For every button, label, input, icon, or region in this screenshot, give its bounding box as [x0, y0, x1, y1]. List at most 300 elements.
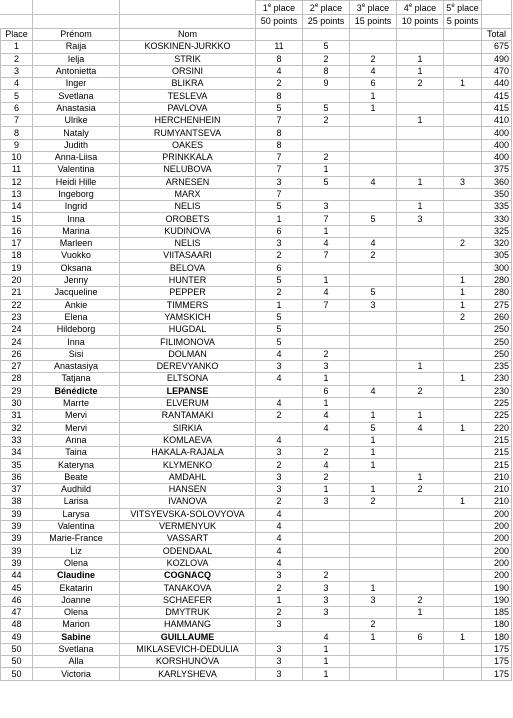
cell-place1-count: 4: [256, 520, 303, 532]
column-header-lastname: Nom: [120, 29, 256, 41]
cell-firstname: Inger: [33, 78, 120, 90]
cell-place4-count: [397, 262, 444, 274]
cell-place4-count: [397, 434, 444, 446]
cell-place1-count: 3: [256, 176, 303, 188]
header-points-2: 25 points: [303, 15, 350, 29]
cell-place3-count: 1: [350, 631, 397, 643]
cell-total: 250: [482, 348, 512, 360]
cell-total: 470: [482, 65, 512, 77]
cell-place: 39: [1, 520, 33, 532]
cell-place3-count: [350, 324, 397, 336]
cell-lastname: KOMLAEVA: [120, 434, 256, 446]
cell-place1-count: 2: [256, 496, 303, 508]
cell-place3-count: 6: [350, 78, 397, 90]
cell-place4-count: 4: [397, 422, 444, 434]
cell-lastname: KOSKINEN-JURKKO: [120, 41, 256, 53]
cell-place4-count: 1: [397, 115, 444, 127]
table-row: [1, 447, 512, 459]
cell-place2-count: [303, 311, 350, 323]
cell-lastname: ARNESEN: [120, 176, 256, 188]
cell-place4-count: 1: [397, 471, 444, 483]
cell-place5-count: [444, 434, 482, 446]
cell-place1-count: 2: [256, 78, 303, 90]
cell-place5-count: [444, 250, 482, 262]
cell-place2-count: [303, 545, 350, 557]
cell-place4-count: [397, 557, 444, 569]
table-row: [1, 225, 512, 237]
cell-place2-count: 2: [303, 471, 350, 483]
cell-place: 36: [1, 471, 33, 483]
cell-place3-count: 3: [350, 594, 397, 606]
cell-place2-count: [303, 520, 350, 532]
cell-total: 210: [482, 496, 512, 508]
cell-place2-count: [303, 127, 350, 139]
table-row: [1, 65, 512, 77]
cell-place3-count: [350, 127, 397, 139]
cell-lastname: NELUBOVA: [120, 164, 256, 176]
cell-place4-count: 1: [397, 410, 444, 422]
cell-lastname: NELIS: [120, 201, 256, 213]
header-row-places: [1, 1, 512, 15]
cell-place2-count: [303, 139, 350, 151]
cell-total: 440: [482, 78, 512, 90]
cell-place3-count: [350, 274, 397, 286]
cell-lastname: DMYTRUK: [120, 606, 256, 618]
cell-place: 2: [1, 53, 33, 65]
cell-place4-count: [397, 348, 444, 360]
table-row: [1, 250, 512, 262]
table-row: [1, 238, 512, 250]
cell-lastname: BLIKRA: [120, 78, 256, 90]
cell-lastname: ODENDAAL: [120, 545, 256, 557]
table-row: [1, 164, 512, 176]
table-row: [1, 176, 512, 188]
cell-lastname: RANTAMAKI: [120, 410, 256, 422]
column-header-empty: [303, 29, 350, 41]
cell-place4-count: [397, 643, 444, 655]
cell-lastname: OAKES: [120, 139, 256, 151]
cell-total: 200: [482, 545, 512, 557]
header-place-label: 1e place: [262, 3, 296, 13]
cell-place4-count: [397, 397, 444, 409]
cell-total: 200: [482, 508, 512, 520]
cell-firstname: Taina: [33, 447, 120, 459]
cell-place1-count: 5: [256, 274, 303, 286]
cell-place1-count: 7: [256, 188, 303, 200]
header-blank: [482, 15, 512, 29]
cell-lastname: VITSYEVSKA-SOLOVYOVA: [120, 508, 256, 520]
cell-place: 18: [1, 250, 33, 262]
cell-place5-count: 1: [444, 274, 482, 286]
cell-place: 39: [1, 508, 33, 520]
table-row: [1, 459, 512, 471]
cell-place1-count: 6: [256, 225, 303, 237]
cell-place1-count: 7: [256, 115, 303, 127]
cell-place5-count: [444, 336, 482, 348]
cell-lastname: ELVERUM: [120, 397, 256, 409]
cell-place3-count: [350, 201, 397, 213]
cell-total: 215: [482, 434, 512, 446]
cell-place2-count: 2: [303, 348, 350, 360]
cell-place4-count: [397, 582, 444, 594]
cell-place5-count: [444, 102, 482, 114]
cell-place5-count: [444, 213, 482, 225]
table-row: [1, 483, 512, 495]
cell-place: 8: [1, 127, 33, 139]
cell-place3-count: 1: [350, 447, 397, 459]
cell-place: 14: [1, 201, 33, 213]
cell-lastname: PEPPER: [120, 287, 256, 299]
cell-place2-count: [303, 557, 350, 569]
cell-firstname: Mervi: [33, 422, 120, 434]
cell-place1-count: 8: [256, 90, 303, 102]
cell-place3-count: [350, 668, 397, 680]
cell-lastname: ELTSONA: [120, 373, 256, 385]
cell-total: 175: [482, 656, 512, 668]
cell-total: 335: [482, 201, 512, 213]
cell-place1-count: 5: [256, 102, 303, 114]
table-row: [1, 361, 512, 373]
cell-place3-count: [350, 311, 397, 323]
header-place-3: [350, 1, 397, 15]
cell-place5-count: [444, 520, 482, 532]
cell-place3-count: [350, 545, 397, 557]
table-row: [1, 410, 512, 422]
cell-place4-count: [397, 668, 444, 680]
cell-place3-count: [350, 139, 397, 151]
cell-firstname: Hildeborg: [33, 324, 120, 336]
cell-firstname: Anna: [33, 434, 120, 446]
cell-place3-count: [350, 361, 397, 373]
cell-place3-count: [350, 570, 397, 582]
cell-place3-count: 2: [350, 250, 397, 262]
cell-firstname: Jacqueline: [33, 287, 120, 299]
cell-place4-count: [397, 311, 444, 323]
cell-place3-count: [350, 533, 397, 545]
cell-place1-count: 2: [256, 582, 303, 594]
cell-place5-count: [444, 545, 482, 557]
cell-place4-count: [397, 619, 444, 631]
table-row: [1, 336, 512, 348]
cell-place3-count: [350, 41, 397, 53]
cell-place3-count: 1: [350, 434, 397, 446]
cell-place1-count: 11: [256, 41, 303, 53]
cell-lastname: OROBETS: [120, 213, 256, 225]
cell-lastname: AMDAHL: [120, 471, 256, 483]
cell-firstname: Valentina: [33, 164, 120, 176]
cell-place2-count: 3: [303, 594, 350, 606]
cell-place5-count: [444, 164, 482, 176]
cell-lastname: KARLYSHEVA: [120, 668, 256, 680]
cell-place1-count: 8: [256, 127, 303, 139]
cell-place: 11: [1, 164, 33, 176]
cell-firstname: Ekatarin: [33, 582, 120, 594]
cell-place2-count: 2: [303, 151, 350, 163]
cell-place3-count: 1: [350, 90, 397, 102]
table-row: [1, 348, 512, 360]
table-row: [1, 139, 512, 151]
cell-place4-count: [397, 336, 444, 348]
cell-place3-count: 3: [350, 299, 397, 311]
cell-total: 220: [482, 422, 512, 434]
cell-place4-count: 1: [397, 606, 444, 618]
cell-place1-count: 4: [256, 348, 303, 360]
cell-place4-count: [397, 127, 444, 139]
cell-total: 200: [482, 570, 512, 582]
cell-total: 415: [482, 90, 512, 102]
cell-place2-count: [303, 434, 350, 446]
cell-firstname: Olena: [33, 557, 120, 569]
cell-total: 250: [482, 336, 512, 348]
cell-place5-count: [444, 348, 482, 360]
cell-place4-count: [397, 373, 444, 385]
ordinal-superscript: e: [267, 3, 272, 9]
cell-place2-count: 2: [303, 115, 350, 127]
table-row: [1, 545, 512, 557]
cell-lastname: TIMMERS: [120, 299, 256, 311]
cell-firstname: Marie-France: [33, 533, 120, 545]
cell-firstname: Vuokko: [33, 250, 120, 262]
cell-firstname: Anna-Liisa: [33, 151, 120, 163]
cell-place5-count: [444, 447, 482, 459]
cell-place1-count: 3: [256, 643, 303, 655]
cell-place4-count: 2: [397, 594, 444, 606]
cell-place4-count: [397, 324, 444, 336]
cell-place5-count: [444, 115, 482, 127]
cell-lastname: HANSEN: [120, 483, 256, 495]
cell-place3-count: 4: [350, 238, 397, 250]
table-row: [1, 213, 512, 225]
cell-firstname: Inna: [33, 213, 120, 225]
cell-place1-count: 3: [256, 238, 303, 250]
table-row: [1, 619, 512, 631]
cell-place5-count: [444, 471, 482, 483]
table-row: [1, 115, 512, 127]
cell-place3-count: [350, 643, 397, 655]
cell-place5-count: [444, 397, 482, 409]
cell-place: 21: [1, 287, 33, 299]
cell-place3-count: [350, 656, 397, 668]
cell-lastname: HAKALA-RAJALA: [120, 447, 256, 459]
table-row: [1, 397, 512, 409]
cell-place3-count: 1: [350, 410, 397, 422]
table-row: [1, 471, 512, 483]
cell-total: 200: [482, 557, 512, 569]
cell-lastname: NELIS: [120, 238, 256, 250]
cell-place3-count: 1: [350, 102, 397, 114]
table-row: [1, 151, 512, 163]
cell-place2-count: 4: [303, 459, 350, 471]
cell-place: 12: [1, 176, 33, 188]
cell-place: 35: [1, 459, 33, 471]
cell-place2-count: 7: [303, 213, 350, 225]
cell-place4-count: 1: [397, 53, 444, 65]
cell-place2-count: 1: [303, 274, 350, 286]
cell-place5-count: 1: [444, 373, 482, 385]
cell-lastname: HUGDAL: [120, 324, 256, 336]
table-row: [1, 41, 512, 53]
header-blank: [482, 1, 512, 15]
table-row: [1, 274, 512, 286]
cell-lastname: VIITASAARI: [120, 250, 256, 262]
cell-place2-count: 9: [303, 78, 350, 90]
cell-firstname: Judith: [33, 139, 120, 151]
cell-place3-count: 5: [350, 287, 397, 299]
cell-place2-count: 2: [303, 53, 350, 65]
cell-lastname: KUDINOVA: [120, 225, 256, 237]
table-row: [1, 434, 512, 446]
cell-total: 490: [482, 53, 512, 65]
cell-place4-count: [397, 274, 444, 286]
cell-place: 31: [1, 410, 33, 422]
cell-firstname: Svetlana: [33, 90, 120, 102]
cell-place: 44: [1, 570, 33, 582]
table-row: [1, 422, 512, 434]
cell-place1-count: 6: [256, 262, 303, 274]
cell-place: 48: [1, 619, 33, 631]
cell-firstname: Nataly: [33, 127, 120, 139]
cell-place3-count: 4: [350, 176, 397, 188]
cell-total: 235: [482, 361, 512, 373]
header-place-label: 5e place: [446, 3, 479, 13]
ordinal-superscript: e: [314, 3, 319, 9]
cell-total: 180: [482, 619, 512, 631]
cell-place5-count: 1: [444, 78, 482, 90]
cell-place5-count: [444, 188, 482, 200]
cell-firstname: Larysa: [33, 508, 120, 520]
cell-lastname: DOLMAN: [120, 348, 256, 360]
cell-place2-count: 1: [303, 225, 350, 237]
cell-lastname: BELOVA: [120, 262, 256, 274]
column-header-empty: [350, 29, 397, 41]
cell-place5-count: [444, 668, 482, 680]
cell-total: 360: [482, 176, 512, 188]
header-points-4: 10 points: [397, 15, 444, 29]
cell-firstname: Mervi: [33, 410, 120, 422]
cell-total: 210: [482, 471, 512, 483]
cell-total: 175: [482, 668, 512, 680]
cell-total: 325: [482, 225, 512, 237]
cell-place4-count: [397, 570, 444, 582]
table-row: [1, 287, 512, 299]
table-row: [1, 188, 512, 200]
table-row: [1, 606, 512, 618]
cell-place2-count: 3: [303, 201, 350, 213]
cell-lastname: TESLEVA: [120, 90, 256, 102]
table-row: [1, 656, 512, 668]
cell-place4-count: [397, 520, 444, 532]
cell-place2-count: 5: [303, 176, 350, 188]
cell-lastname: FILIMONOVA: [120, 336, 256, 348]
cell-place2-count: 1: [303, 397, 350, 409]
cell-firstname: Liz: [33, 545, 120, 557]
cell-total: 320: [482, 238, 512, 250]
table-row: [1, 90, 512, 102]
cell-firstname: Beate: [33, 471, 120, 483]
cell-place1-count: [256, 385, 303, 397]
cell-place1-count: [256, 631, 303, 643]
cell-place1-count: 8: [256, 139, 303, 151]
cell-place5-count: [444, 90, 482, 102]
header-place-1: [256, 1, 303, 15]
cell-place1-count: 3: [256, 471, 303, 483]
cell-total: 375: [482, 164, 512, 176]
cell-place3-count: [350, 225, 397, 237]
cell-place4-count: [397, 299, 444, 311]
cell-place4-count: [397, 102, 444, 114]
cell-lastname: SIRKIA: [120, 422, 256, 434]
cell-place5-count: [444, 53, 482, 65]
header-place-4: [397, 1, 444, 15]
cell-place4-count: [397, 41, 444, 53]
cell-total: 250: [482, 324, 512, 336]
cell-place: 23: [1, 311, 33, 323]
cell-place1-count: 3: [256, 668, 303, 680]
table-row: [1, 496, 512, 508]
cell-place2-count: 3: [303, 496, 350, 508]
cell-firstname: Ingrid: [33, 201, 120, 213]
cell-place5-count: [444, 643, 482, 655]
cell-place5-count: [444, 619, 482, 631]
cell-firstname: Anastasia: [33, 102, 120, 114]
cell-lastname: PAVLOVA: [120, 102, 256, 114]
cell-place5-count: [444, 459, 482, 471]
cell-place2-count: 2: [303, 447, 350, 459]
column-header-empty: [444, 29, 482, 41]
cell-place5-count: [444, 139, 482, 151]
cell-place1-count: 2: [256, 606, 303, 618]
table-row: [1, 643, 512, 655]
cell-place4-count: 3: [397, 213, 444, 225]
cell-total: 675: [482, 41, 512, 53]
cell-place4-count: [397, 151, 444, 163]
cell-place4-count: [397, 496, 444, 508]
cell-total: 330: [482, 213, 512, 225]
cell-place5-count: [444, 361, 482, 373]
cell-place2-count: 5: [303, 41, 350, 53]
cell-place2-count: [303, 533, 350, 545]
cell-place5-count: 1: [444, 299, 482, 311]
cell-place3-count: [350, 557, 397, 569]
cell-firstname: Marrte: [33, 397, 120, 409]
cell-total: 215: [482, 447, 512, 459]
cell-place: 26: [1, 348, 33, 360]
cell-firstname: Victoria: [33, 668, 120, 680]
cell-place2-count: 4: [303, 410, 350, 422]
cell-place: 4: [1, 78, 33, 90]
cell-place: 6: [1, 102, 33, 114]
cell-place1-count: [256, 422, 303, 434]
cell-place4-count: [397, 90, 444, 102]
cell-place1-count: 4: [256, 397, 303, 409]
header-place-2: [303, 1, 350, 15]
cell-place5-count: [444, 324, 482, 336]
cell-place5-count: [444, 483, 482, 495]
cell-place: 37: [1, 483, 33, 495]
cell-firstname: Antonietta: [33, 65, 120, 77]
cell-firstname: Marina: [33, 225, 120, 237]
cell-place4-count: [397, 287, 444, 299]
cell-firstname: Sisi: [33, 348, 120, 360]
cell-place5-count: [444, 656, 482, 668]
cell-place2-count: 1: [303, 668, 350, 680]
cell-lastname: HUNTER: [120, 274, 256, 286]
cell-place3-count: 5: [350, 422, 397, 434]
cell-total: 415: [482, 102, 512, 114]
cell-place: 50: [1, 656, 33, 668]
cell-lastname: GUILLAUME: [120, 631, 256, 643]
column-header-place: Place: [1, 29, 33, 41]
